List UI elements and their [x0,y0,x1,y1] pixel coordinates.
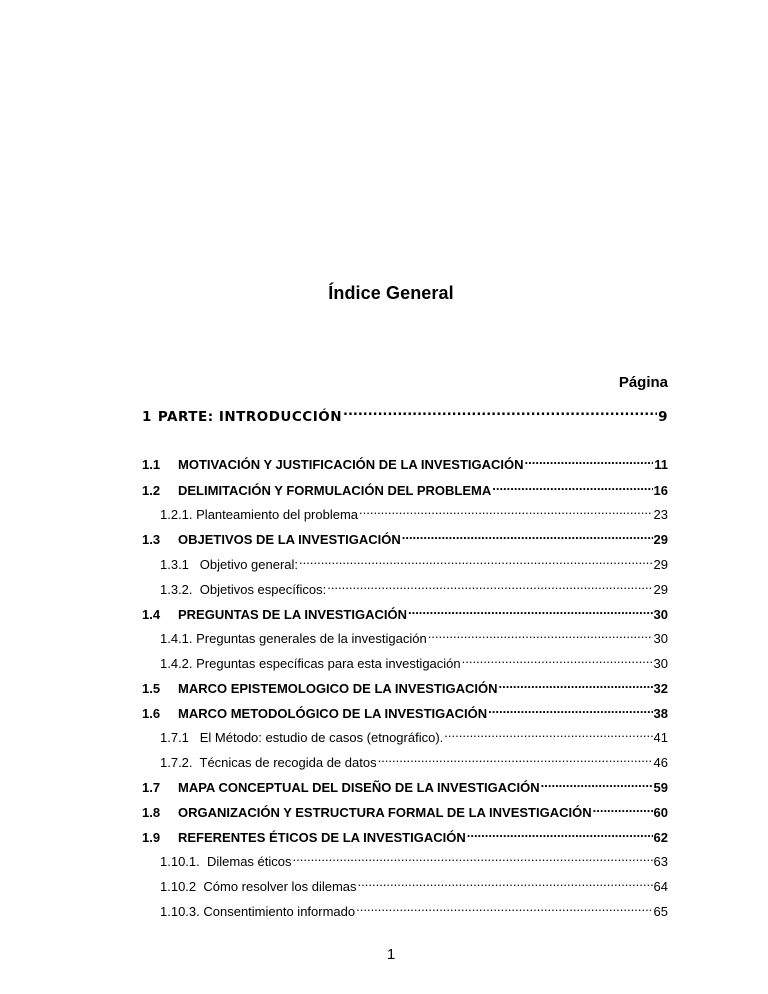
dot-leader [378,751,653,767]
dot-leader [343,405,657,421]
toc-page-number: 32 [653,681,668,696]
toc-page-number: 30 [653,607,668,622]
toc-subsection-entry[interactable] [160,652,668,672]
toc-page-number: 29 [653,557,668,572]
toc-section-entry[interactable] [142,677,668,697]
toc-part-number: 1 [142,409,152,425]
toc-page-number: 11 [654,457,668,472]
toc-section-label: MAPA CONCEPTUAL DEL DISEÑO DE LA INVESTIGACIÓN [178,780,540,795]
toc-section-label: OBJETIVOS DE LA INVESTIGACIÓN [178,532,401,547]
toc-section-number: 1.3 [142,532,161,547]
toc-page-number: 16 [653,483,668,498]
toc-subsection-entry[interactable] [160,751,668,771]
toc-page-number: 65 [653,904,668,919]
toc-section-entry[interactable] [142,702,668,722]
toc-page-number: 29 [653,582,668,597]
toc-section-entry[interactable] [142,826,668,846]
dot-leader [467,826,653,842]
dot-leader [492,479,652,495]
toc-section-entry[interactable] [142,776,668,796]
toc-section-label: PREGUNTAS DE LA INVESTIGACIÓN [178,607,407,622]
toc-page-number: 9 [658,409,668,425]
toc-section-label: MOTIVACIÓN Y JUSTIFICACIÓN DE LA INVESTIGACIÓN [178,457,524,472]
toc-page-number: 29 [653,532,668,547]
dot-leader [359,503,653,519]
dot-leader [293,850,653,866]
toc-subsection-label: 1.4.2. Preguntas específicas para esta investigación [160,656,461,671]
toc-section-entry[interactable] [142,528,668,548]
toc-subsection-label: 1.10.1. Dilemas éticos [160,854,292,869]
toc-section-entry[interactable] [142,453,668,473]
toc-section-entry[interactable] [142,603,668,623]
toc-section-number: 1.4 [142,607,161,622]
toc-section-entry[interactable] [142,479,668,499]
toc-subsection-entry[interactable] [160,627,668,647]
page-title: Índice General [328,283,454,303]
dot-leader [408,603,653,619]
dot-leader [525,453,654,469]
toc-page-number: 46 [653,755,668,770]
dot-leader [356,900,652,916]
toc-section-number: 1.5 [142,681,161,696]
toc-section-number: 1.1 [142,457,161,472]
toc-section-label: MARCO EPISTEMOLOGICO DE LA INVESTIGACIÓN [178,681,498,696]
dot-leader [358,875,653,891]
toc-subsection-label: 1.7.2. Técnicas de recogida de datos [160,755,377,770]
dot-leader [299,553,653,569]
toc-subsection-label: 1.4.1. Preguntas generales de la investigación [160,631,427,646]
toc-subsection-entry[interactable] [160,553,668,573]
dot-leader [462,652,653,668]
dot-leader [541,776,653,792]
toc-subsection-entry[interactable] [160,726,668,746]
toc-subsection-label: 1.10.2 Cómo resolver los dilemas [160,879,357,894]
toc-subsection-label: 1.3.1 Objetivo general: [160,557,299,572]
toc-page-number: 30 [653,631,668,646]
toc-subsection-entry[interactable] [160,900,668,920]
toc-section-label: MARCO METODOLÓGICO DE LA INVESTIGACIÓN [178,706,488,721]
toc-page-number: 23 [653,507,668,522]
toc-section-label: ORGANIZACIÓN Y ESTRUCTURA FORMAL DE LA INVESTIGACIÓN [178,805,592,820]
toc-page-number: 62 [653,830,668,845]
toc-subsection-label: 1.3.2. Objetivos específicos: [160,582,327,597]
toc-subsection-label: 1.10.3. Consentimiento informado [160,904,356,919]
toc-page-number: 38 [653,706,668,721]
toc-subsection-entry[interactable] [160,850,668,870]
toc-section-label: DELIMITACIÓN Y FORMULACIÓN DEL PROBLEMA [178,483,492,498]
toc-section-entry[interactable] [142,801,668,821]
toc-subsection-entry[interactable] [160,578,668,598]
toc-page-number: 59 [653,780,668,795]
footer-page-number: 1 [386,946,396,963]
toc-subsection-label: 1.2.1. Planteamiento del problema [160,507,359,522]
toc-subsection-label: 1.7.1 El Método: estudio de casos (etnográfico). [160,730,444,745]
toc-part-entry[interactable] [142,405,668,425]
toc-section-number: 1.8 [142,805,161,820]
toc-page-number: 41 [653,730,668,745]
page-column-header: Página [618,374,668,391]
toc-section-number: 1.2 [142,483,161,498]
toc-part-label: PARTE: INTRODUCCIÓN [157,409,343,425]
toc-section-number: 1.9 [142,830,161,845]
dot-leader [498,677,652,693]
toc-section-label: REFERENTES ÉTICOS DE LA INVESTIGACIÓN [178,830,466,845]
dot-leader [428,627,653,643]
toc-subsection-entry[interactable] [160,875,668,895]
dot-leader [593,801,653,817]
toc-page-number: 60 [653,805,668,820]
dot-leader [402,528,653,544]
toc-page-number: 64 [653,879,668,894]
toc-page-number: 30 [653,656,668,671]
toc-section-number: 1.7 [142,780,161,795]
toc-subsection-entry[interactable] [160,503,668,523]
dot-leader [444,726,652,742]
dot-leader [488,702,652,718]
toc-section-number: 1.6 [142,706,161,721]
toc-page-number: 63 [653,854,668,869]
dot-leader [327,578,652,594]
